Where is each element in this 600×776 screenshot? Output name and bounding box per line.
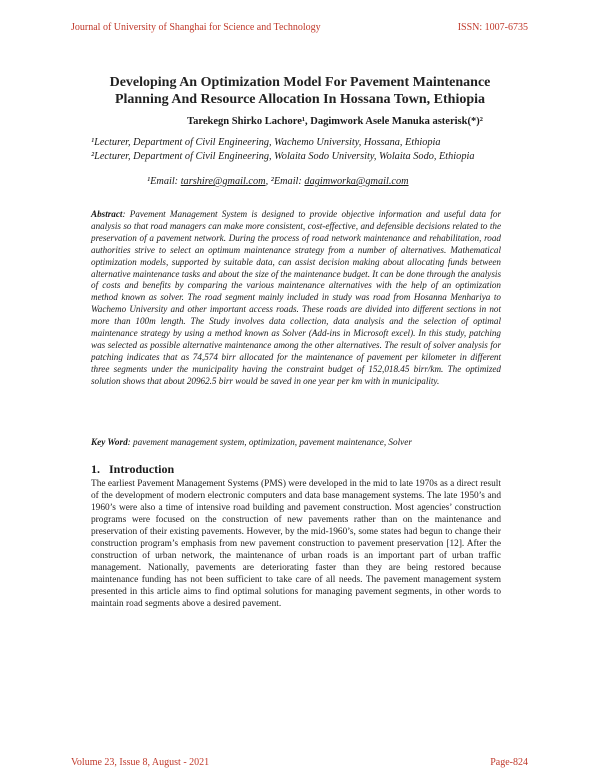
page-number: Page-824 [490, 757, 528, 768]
paper-title [60, 74, 540, 108]
abstract-label: Abstract [91, 209, 123, 219]
issn: ISSN: 1007-6735 [457, 22, 528, 33]
title-line-1: Developing An Optimization Model For Pavement Maintenance [109, 75, 491, 90]
running-footer [71, 757, 528, 771]
keywords [91, 437, 501, 447]
email-label-1: ¹Email: [147, 176, 181, 187]
title-line-2: Planning And Resource Allocation In Hossana Town, Ethiopia [114, 92, 486, 107]
email-link-1[interactable]: tarshire@gmail.com [180, 176, 266, 187]
running-header [71, 22, 528, 36]
introduction-paragraph: The earliest Pavement Management Systems (PMS) were developed in the mid to late 1970s as a direct result of the development of modern electronic computers and data base management systems. The late 1950’s and 1960’s were also a time of intensive road building and pavement construction. Most agencies’ construction programs were focused on the construction of new pavements rather than on the maintenance and preservation of their existing pavements. However, by the mid-1960’s, some states had begun to change their construction program’s emphasis from new pavement construction to pavement preservation [12]. After the construction of urban network, the maintenance of urban roads is an important part of urban traffic management. Nationally, pavements are deteriorating faster than they are being restored because maintenance funding has not been sufficient to take care of all needs. The pavement management system presented in this article aims to find optimal solutions for managing pavement segments, in other words to maintain road segments above a desired pavement. [91, 479, 501, 609]
abstract-text: : Pavement Management System is designed to provide objective information and useful data for analysis so that road managers can make more consistent, cost-effective, and defensible decisions related to the preservation of a pavement network. During the process of road network maintenance and rehabilitation, road authorities strive to select an optimum maintenance strategy from a number of alternatives. Mathematical optimization models, supported by suitable data, can assist decision making about allocating funds between alternative maintenance tasks and about the size of the maintenance budget. It can be done through the analysis of costs and benefits by comparing the various maintenance alternatives with the help of an optimization method known as solver. The road segment mainly included in study was road from Hosanna Menhariya to Wachemo University and other important access roads. These roads are divided into different sections in not more than 100m length. The Study involves data collection, data analysis and the selection of optimal maintenance strategy by using a method known as Solver (Add-ins in Microsoft excel). In this study, patching was selected as possible alternative maintenance among the other alternatives. The result of solver analysis for patching indicates that as 74,574 birr allocated for the maintenance of pavement per kilometer in different three segments under the municipality having the constraint budget of 152,018.45 birr/km. The optimized solution shows that about 20962.5 birr would be saved in one year per km with in municipality. [91, 209, 501, 386]
email-label-2: , ²Email: [265, 176, 305, 187]
abstract [91, 209, 501, 388]
section-heading [91, 462, 174, 477]
section-number: 1. [91, 462, 100, 476]
email-link-2[interactable]: dagimworka@gmail.com [304, 176, 409, 187]
volume-info: Volume 23, Issue 8, August - 2021 [71, 757, 210, 768]
affiliation-1: ¹Lecturer, Department of Civil Engineering, Wachemo University, Hossana, Ethiopia [91, 137, 441, 148]
keyword-label: Key Word [91, 437, 128, 447]
journal-name: Journal of University of Shanghai for Science and Technology [71, 22, 321, 33]
authors: Tarekegn Shirko Lachore¹, Dagimwork Asele Manuka asterisk(*)² [187, 116, 483, 127]
affiliation-2: ²Lecturer, Department of Civil Engineering, Wolaita Sodo University, Wolaita Sodo, Ethiopia [91, 151, 475, 162]
author-emails [147, 176, 409, 187]
section-title: Introduction [109, 462, 175, 476]
keyword-text: : pavement management system, optimization, pavement maintenance, Solver [127, 437, 412, 447]
